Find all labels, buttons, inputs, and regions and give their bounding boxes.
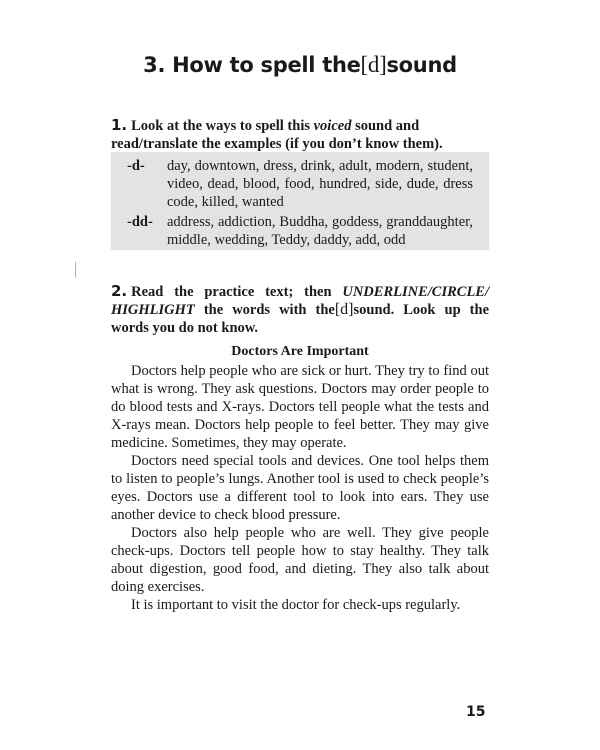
- page-number: 15: [466, 704, 486, 720]
- reading-title: Doctors Are Important: [231, 344, 369, 359]
- exercise-2-instruction: [111, 282, 489, 337]
- page-title: [0, 52, 600, 78]
- exercise-2-text-mid: the words with the: [203, 302, 335, 318]
- exercise-1-instruction: [111, 116, 489, 153]
- exercise-2-number: 2.: [111, 282, 128, 300]
- spelling-examples-box: [111, 152, 489, 250]
- reading-paragraph: Doctors help people who are sick or hurt. They try to find out what is wrong. They ask questions. Doctors may order people to do blood tests and X-rays. Doctors tell people what the tests and X-rays mean. Doctors help people to feel better. They may give medicine. Sometimes, they may operate.: [111, 363, 489, 451]
- title-phoneme: [d]: [360, 52, 387, 77]
- reading-paragraph: Doctors also help people who are well. They give people check-ups. Doctors tell people how to stay healthy. They talk about digestion, good food, and dieting. They also talk about doing exercises.: [111, 525, 489, 595]
- spelling-words: day, downtown, dress, drink, adult, modern, student, video, dead, blood, food, hundred, side, dude, dress code, killed, wanted: [167, 158, 473, 210]
- exercise-2-text-after: sound. Look up the words you do not know.: [111, 302, 490, 336]
- exercise-1-text-after: sound and read/translate the examples (if you don’t know them).: [111, 118, 443, 152]
- exercise-2-phoneme: [d]: [334, 301, 354, 318]
- spelling-words: address, addiction, Buddha, goddess, granddaughter, middle, wedding, Teddy, daddy, add, odd: [167, 214, 473, 248]
- reading-text: [111, 362, 489, 614]
- spelling-tag: -dd-: [127, 214, 153, 230]
- title-text: 3. How to spell the: [143, 53, 361, 77]
- reading-paragraph: Doctors need special tools and devices. One tool helps them to listen to people’s lungs. Another tool is used to check people’s eyes. Doctors use a different tool to look into ears. They use another device to check blood pressure.: [111, 453, 489, 523]
- exercise-2-text-before: Read the practice text; then: [131, 284, 332, 300]
- exercise-2-emphasis: UNDERLINE/CIRCLE/ HIGHLIGHT: [111, 284, 490, 318]
- exercise-1-number: 1.: [111, 116, 128, 134]
- spelling-tag: -d-: [127, 158, 145, 174]
- title-suffix: sound: [386, 53, 457, 77]
- exercise-1-text-before: Look at the ways to spell this: [131, 118, 310, 134]
- margin-mark: [75, 262, 76, 278]
- reading-paragraph: It is important to visit the doctor for check-ups regularly.: [131, 597, 461, 613]
- exercise-1-emphasis: voiced: [313, 118, 352, 134]
